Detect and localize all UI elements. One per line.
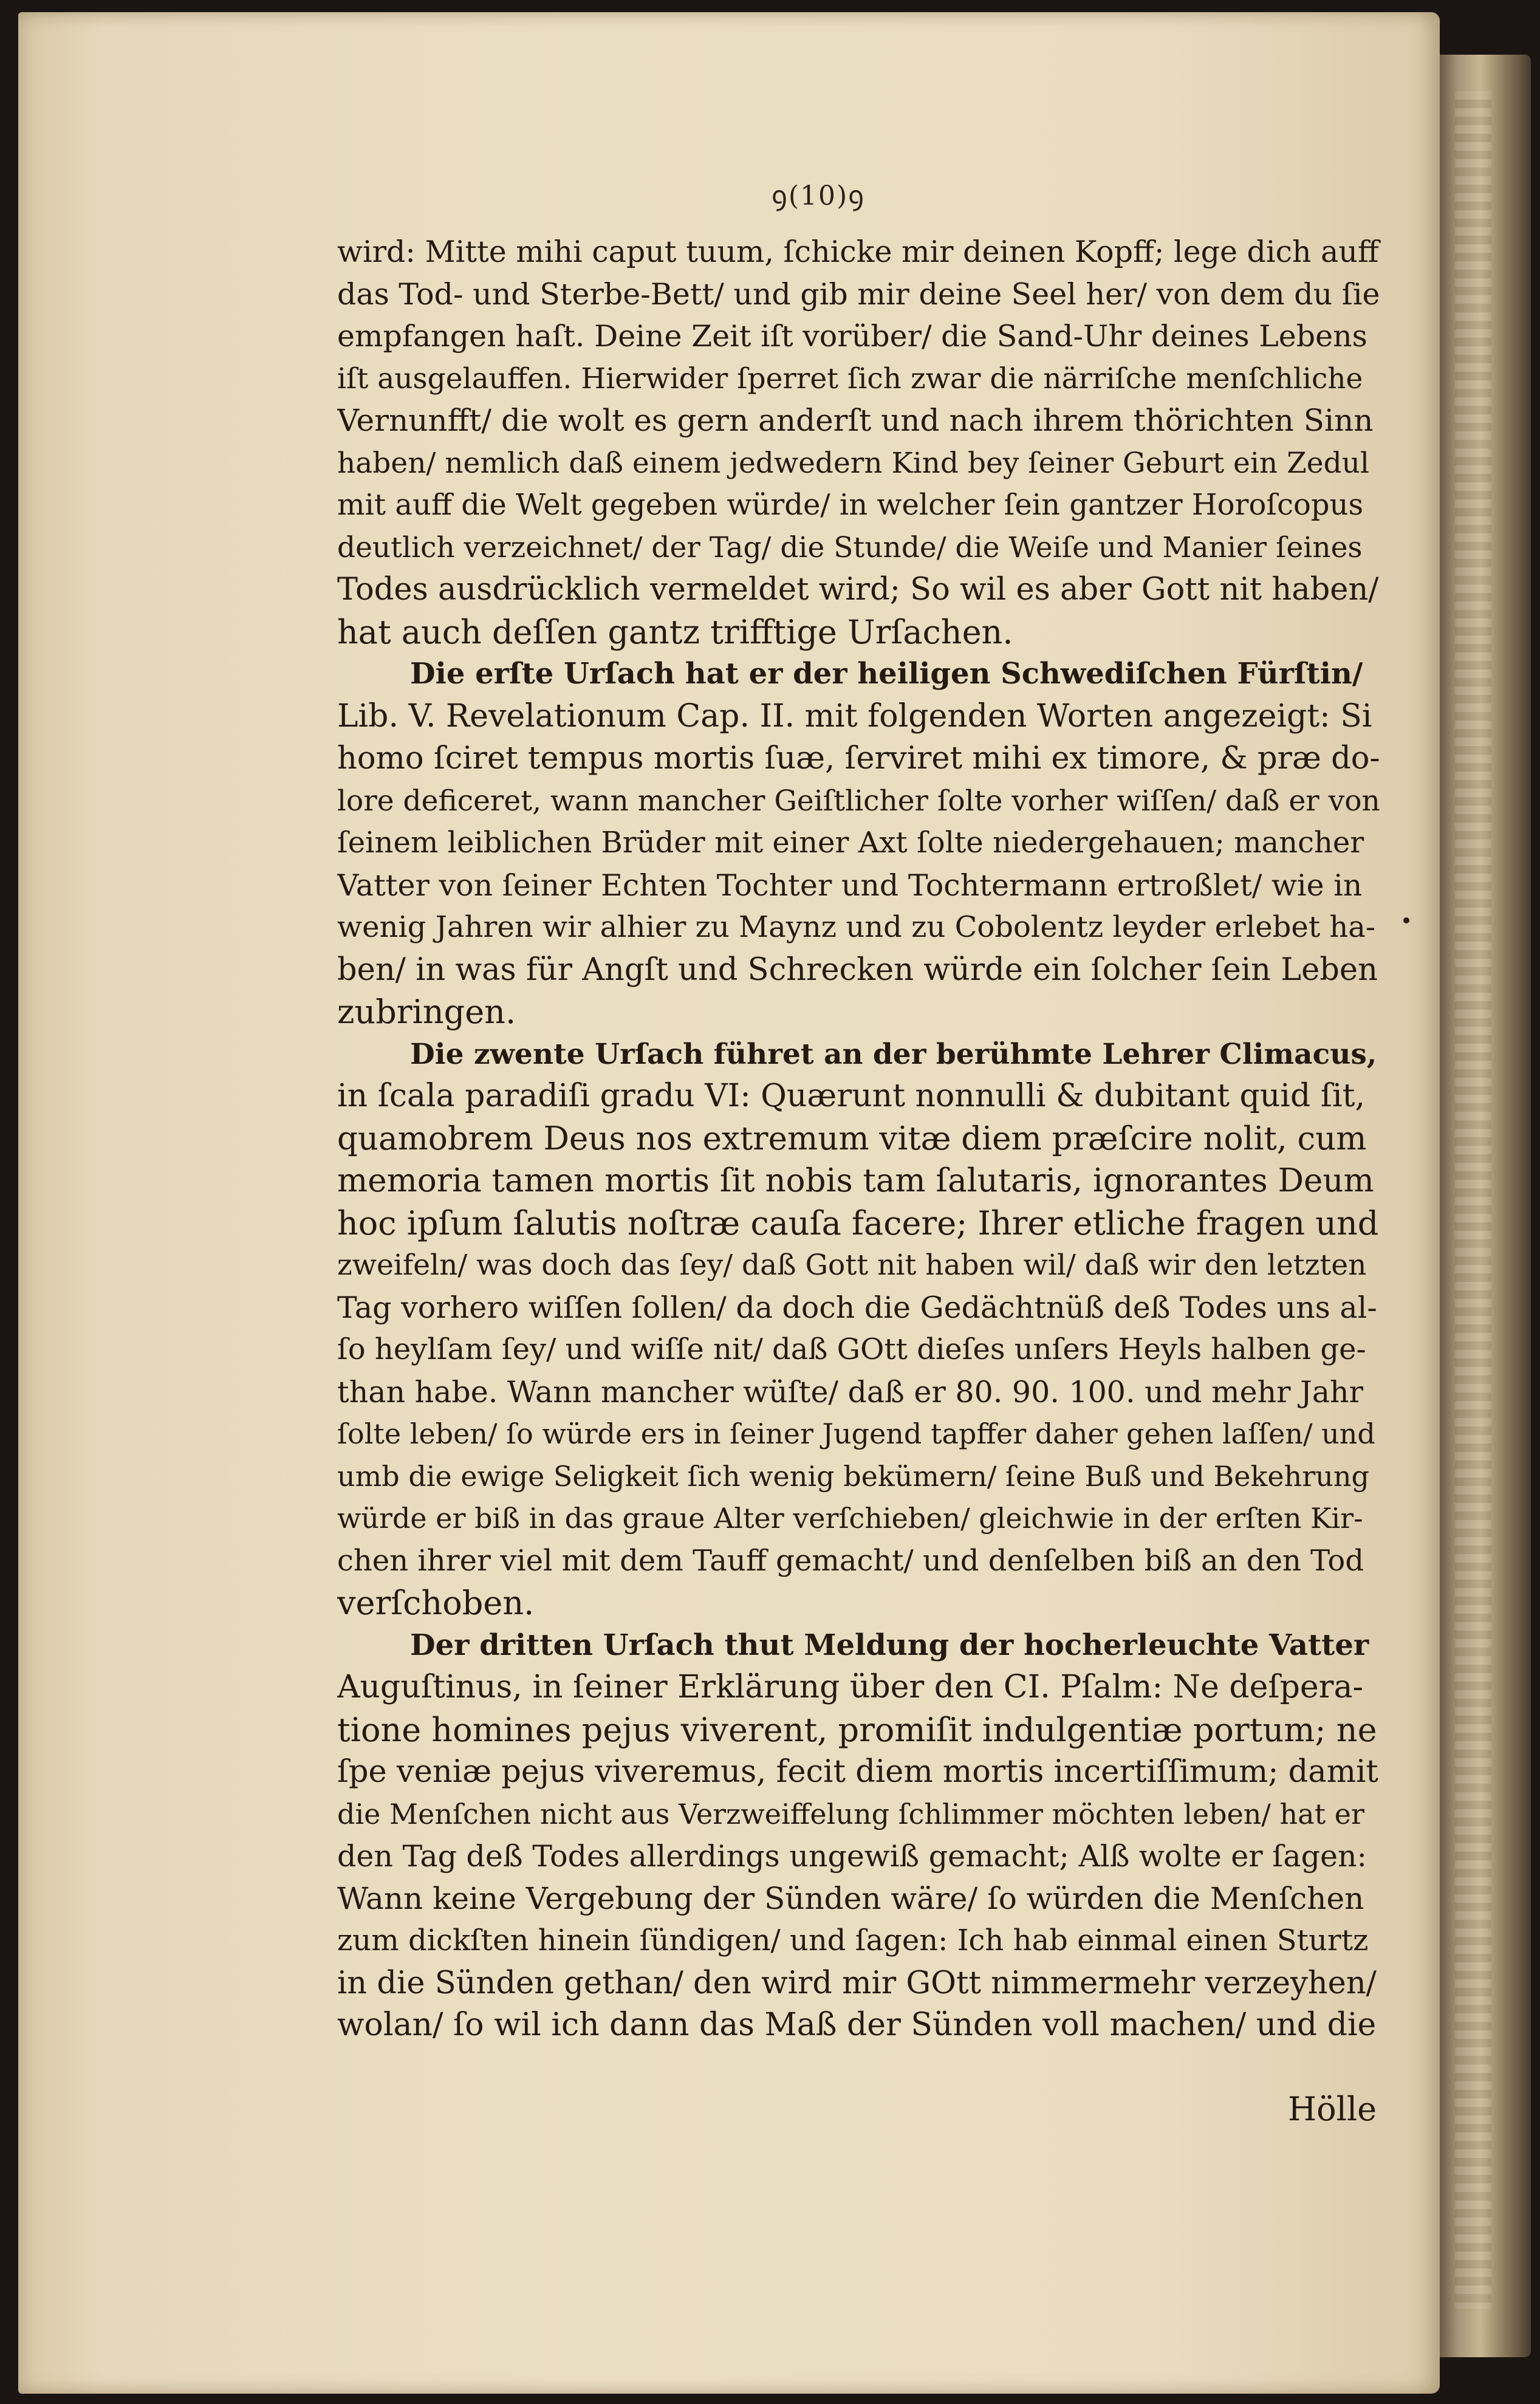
text-line: lore deficeret, wann mancher Geiſtlicher ſolte vorher wiſſen/ daß er von	[337, 784, 1380, 818]
text-line: deutlich verzeichnet/ der Tag/ die Stunde/ die Weiſe und Manier ſeines	[337, 530, 1363, 564]
text-line: hoc ipſum ſalutis noſtræ cauſa facere; Ihrer etliche fragen und	[337, 1204, 1379, 1242]
text-line: chen ihrer viel mit dem Tauff gemacht/ und denſelben biß an den Tod	[337, 1543, 1364, 1578]
text-line: Wann keine Vergebung der Sünden wäre/ ſo würden die Menſchen	[337, 1880, 1364, 1916]
text-line: memoria tamen mortis ſit nobis tam ſalutaris, ignorantes Deum	[337, 1162, 1374, 1199]
text-line: wenig Jahren wir alhier zu Maynz und zu Cobolentz leyder erlebet ha-	[337, 910, 1376, 944]
margin-ink-dot	[1403, 917, 1409, 923]
text-line: würde er biß in das graue Alter verſchieben/ gleichwie in der erſten Kir-	[337, 1502, 1363, 1535]
text-line: Tag vorhero wiſſen ſollen/ da doch die Gedächtnüß deß Todes uns al-	[337, 1290, 1377, 1325]
catchword: Hölle	[1288, 2090, 1377, 2128]
text-line: ben/ in was für Angſt und Schrecken würde ein ſolcher ſein Leben	[337, 951, 1378, 988]
text-line: Lib. V. Revelationum Cap. II. mit folgenden Worten angezeigt: Si	[337, 697, 1372, 735]
text-line: ſpe veniæ pejus viveremus, fecit diem mortis incertiſſimum; damit	[337, 1754, 1378, 1790]
section-heading-first-cause: Die erſte Urſach hat er der heiligen Schwediſchen Fürſtin/	[410, 657, 1363, 691]
text-line: ſo heylſam ſey/ und wiſſe nit/ daß GOtt dieſes unſers Heyls halben ge-	[337, 1332, 1366, 1366]
page-number: ꝯ(10)ꝯ	[772, 180, 865, 211]
text-line: die Menſchen nicht aus Verzweiffelung ſchlimmer möchten leben/ hat er	[337, 1797, 1364, 1830]
text-line: mit auff die Welt gegeben würde/ in welcher ſein gantzer Horoſcopus	[337, 488, 1364, 522]
text-line: than habe. Wann mancher wüſte/ daß er 80. 90. 100. und mehr Jahr	[337, 1374, 1364, 1409]
text-line: verſchoben.	[337, 1584, 535, 1622]
section-heading-second-cause: Die zwente Urſach führet an der berühmte Lehrer Climacus,	[410, 1037, 1377, 1071]
text-line: Todes ausdrücklich vermeldet wird; So wil es aber Gott nit haben/	[337, 572, 1379, 608]
text-line: homo ſciret tempus mortis ſuæ, ſerviret mihi ex timore, & præ do-	[337, 741, 1380, 776]
text-line: ſeinem leiblichen Brüder mit einer Axt ſolte niedergehauen; mancher	[337, 826, 1364, 860]
text-line: Vernunfft/ die wolt es gern anderſt und nach ihrem thörichten Sinn	[337, 403, 1374, 438]
page-edge-texture	[1455, 91, 1491, 2309]
text-line: empfangen haſt. Deine Zeit iſt vorüber/ die Sand-Uhr deines Lebens	[337, 319, 1367, 354]
text-line: zweifeln/ was doch das ſey/ daß Gott nit haben wil/ daß wir den letzten	[337, 1248, 1367, 1282]
text-line: zubringen.	[337, 993, 516, 1031]
text-line: quamobrem Deus nos extremum vitæ diem præſcire nolit, cum	[337, 1120, 1367, 1157]
text-line: tione homines pejus viverent, promiſit indulgentiæ portum; ne	[337, 1710, 1377, 1749]
body-text	[337, 231, 1382, 2047]
text-line: in die Sünden gethan/ den wird mir GOtt nimmermehr verzeyhen/	[337, 1965, 1377, 2001]
text-line: Auguſtinus, in ſeiner Erklärung über den CI. Pſalm: Ne deſpera-	[337, 1669, 1364, 1705]
text-line: wird: Mitte mihi caput tuum, ſchicke mir deinen Kopff; lege dich auff	[337, 235, 1379, 269]
text-line: umb die ewige Seligkeit ſich wenig bekümern/ ſeine Buß und Bekehrung	[337, 1459, 1369, 1493]
text-line: haben/ nemlich daß einem jedwedern Kind bey ſeiner Geburt ein Zedul	[337, 446, 1369, 480]
text-line: wolan/ ſo wil ich dann das Maß der Sünden voll machen/ und die	[337, 2007, 1377, 2043]
section-heading-third-cause: Der dritten Urſach thut Meldung der hocherleuchte Vatter	[410, 1628, 1369, 1662]
text-line: Vatter von ſeiner Echten Tochter und Tochtermann ertroßlet/ wie in	[337, 868, 1363, 903]
text-line: ſolte leben/ ſo würde ers in ſeiner Jugend tapffer daher gehen laſſen/ und	[337, 1417, 1375, 1450]
text-line: in ſcala paradiſi gradu VI: Quærunt nonnulli & dubitant quid ſit,	[337, 1078, 1366, 1114]
text-line: zum dickſten hinein ſündigen/ und ſagen: Ich hab einmal einen Sturtz	[337, 1923, 1369, 1957]
text-line: den Tag deß Todes allerdings ungewiß gemacht; Alß wolte er ſagen:	[337, 1839, 1367, 1874]
text-line: hat auch deſſen gantz trifftige Urſachen.	[337, 612, 1013, 651]
text-line: das Tod- und Sterbe-Bett/ und gib mir deine Seel her/ von dem du ſie	[337, 276, 1380, 312]
text-line: iſt ausgelauffen. Hierwider ſperret ſich zwar die närriſche menſchliche	[337, 361, 1363, 396]
